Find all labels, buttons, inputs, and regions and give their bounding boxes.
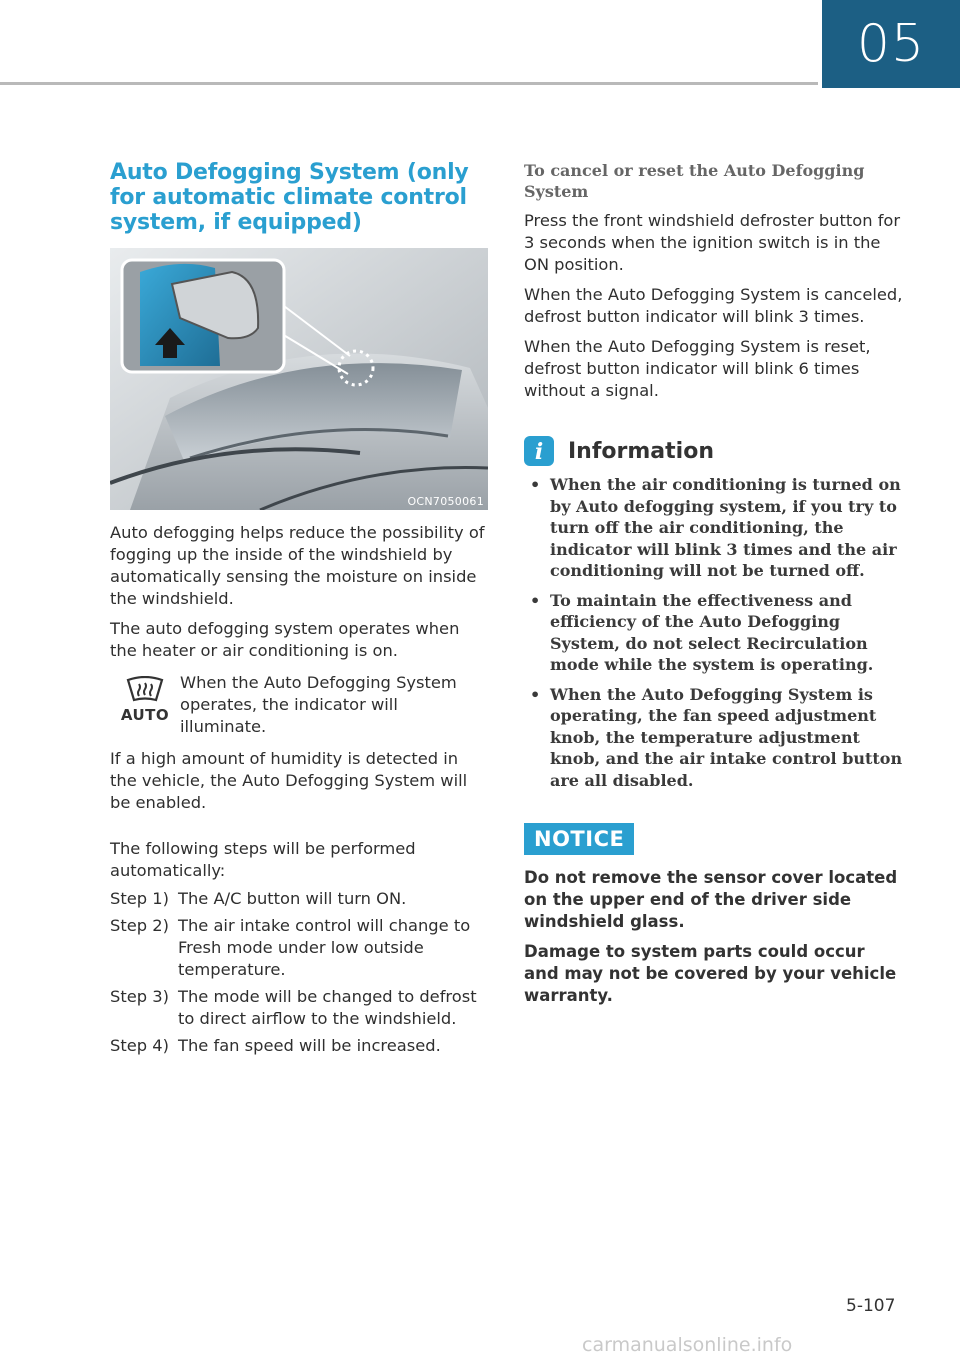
step-text: The air intake control will change to Fresh mode under low outside temperature.	[178, 916, 471, 979]
watermark: carmanualsonline.info	[582, 1334, 793, 1356]
step-item	[110, 1035, 488, 1057]
paragraph: The following steps will be performed automatically:	[110, 839, 416, 880]
bullet-icon: •	[530, 590, 541, 610]
step-item	[110, 986, 488, 1030]
paragraph: When the Auto Defogging System is reset, defrost button indicator will blink 6 times without a signal.	[524, 337, 871, 400]
left-column	[110, 160, 488, 1057]
paragraph: The auto defogging system operates when the heater or air conditioning is on.	[110, 619, 460, 660]
notice-text: Do not remove the sensor cover located on the upper end of the driver side windshield glass.	[524, 868, 898, 931]
step-list	[110, 888, 488, 1057]
info-icon	[524, 436, 554, 466]
step-item	[110, 888, 488, 910]
windshield-illustration	[110, 248, 488, 510]
auto-defrost-icon	[110, 672, 180, 738]
chapter-tab: 05	[822, 0, 960, 88]
list-item	[524, 684, 904, 792]
step-text: The fan speed will be increased.	[178, 1036, 441, 1055]
list-item-text: When the air conditioning is turned on by Auto defogging system, if you try to turn off the air conditioning, the indicator will blink 3 times and the air conditioning will not be turned off.	[550, 475, 901, 580]
sub-heading: To cancel or reset the Auto Defogging System	[524, 161, 865, 201]
step-label: Step 4)	[110, 1036, 169, 1055]
paragraph: When the Auto Defogging System is canceled, defrost button indicator will blink 3 times.	[524, 285, 903, 326]
notice-badge: NOTICE	[524, 823, 634, 855]
step-item	[110, 915, 488, 981]
bullet-icon: •	[530, 684, 541, 704]
list-item	[524, 590, 904, 676]
defrost-icon	[125, 676, 165, 704]
auto-label: AUTO	[120, 706, 170, 724]
step-label: Step 1)	[110, 889, 169, 908]
section-heading: Auto Defogging System (only for automatic climate control system, if equipped)	[110, 160, 469, 235]
paragraph: Auto defogging helps reduce the possibility of fogging up the inside of the windshield by automatically sensing the moisture on inside the windshield.	[110, 523, 485, 608]
information-list	[524, 474, 904, 791]
step-label: Step 2)	[110, 916, 169, 935]
paragraph: If a high amount of humidity is detected in the vehicle, the Auto Defogging System will be enabled.	[110, 749, 468, 812]
list-item-text: To maintain the effectiveness and efficiency of the Auto Defogging System, do not select Recirculation mode while the system is operating.	[550, 590, 874, 674]
step-text: The mode will be changed to defrost to direct airflow to the windshield.	[178, 987, 477, 1028]
indicator-text: When the Auto Defogging System operates, the indicator will illuminate.	[180, 673, 457, 736]
page-number: 5-107	[846, 1296, 896, 1316]
svg-text:i: i	[534, 440, 544, 462]
indicator-row	[110, 672, 488, 738]
list-item	[524, 474, 904, 582]
step-label: Step 3)	[110, 987, 169, 1006]
right-column	[524, 160, 904, 1007]
information-title: Information	[568, 438, 714, 464]
list-item-text: When the Auto Defogging System is operating, the fan speed adjustment knob, the temperature adjustment knob, and the air intake control button are all disabled.	[550, 684, 903, 790]
bullet-icon: •	[530, 475, 541, 494]
paragraph: Press the front windshield defroster button for 3 seconds when the ignition switch is in the ON position.	[524, 211, 901, 274]
figure-code: OCN7050061	[407, 495, 484, 508]
step-text: The A/C button will turn ON.	[178, 889, 407, 908]
notice-text: Damage to system parts could occur and may not be covered by your vehicle warranty.	[524, 942, 897, 1005]
windshield-sensor-figure	[110, 248, 488, 510]
information-header	[524, 436, 904, 466]
header-rule	[0, 82, 818, 85]
